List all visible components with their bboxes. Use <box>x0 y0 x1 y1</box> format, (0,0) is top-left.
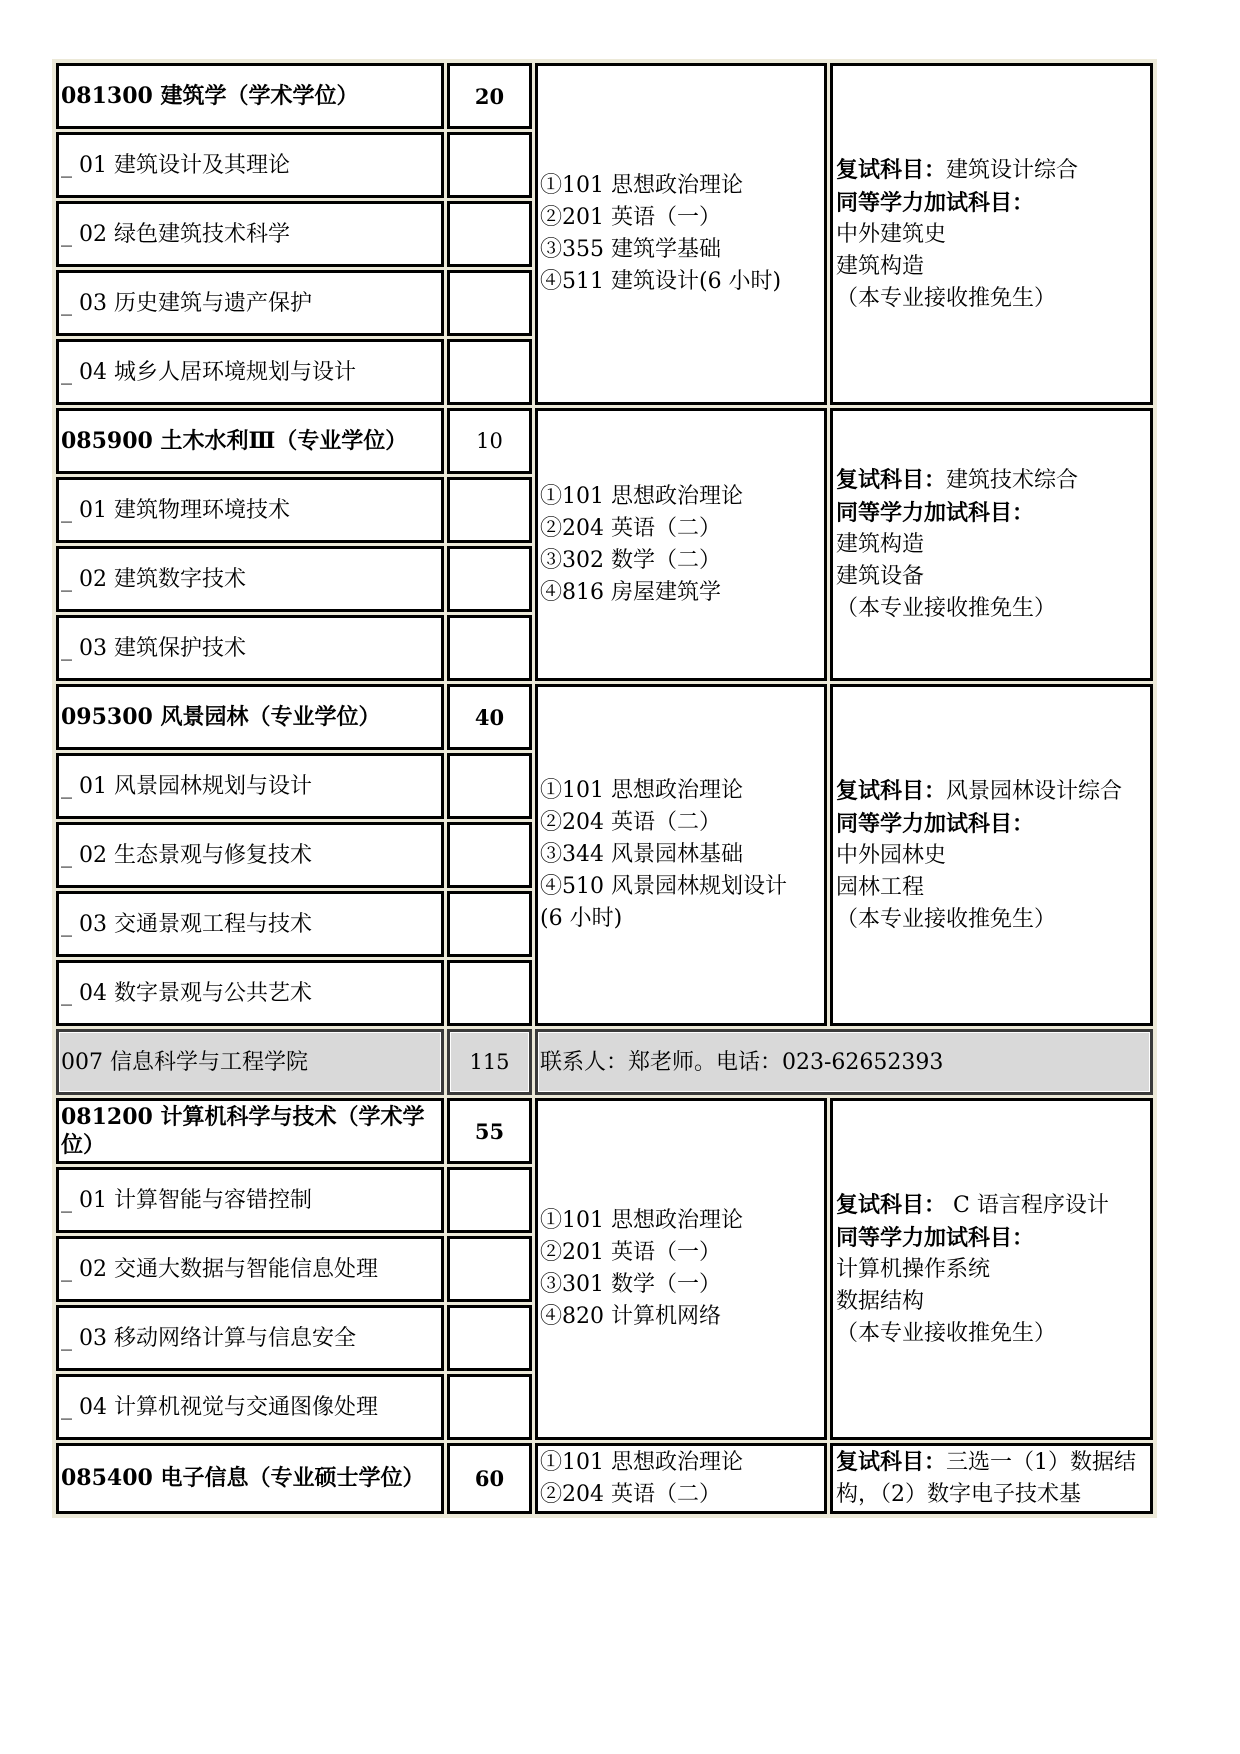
equiv-subject: 建筑构造 <box>836 253 925 279</box>
equiv-subject: 中外园林史 <box>836 842 947 868</box>
direction-name: _ 02 生态景观与修复技术 <box>56 822 444 888</box>
equiv-subject: 数据结构 <box>836 1288 925 1314</box>
direction-name: _ 03 历史建筑与遗产保护 <box>56 270 444 336</box>
exam-item: ③301 数学（一） <box>540 1272 721 1297</box>
major-row <box>56 1098 1153 1164</box>
exam-item: ①101 思想政治理论 <box>540 1449 743 1475</box>
exam-item: ①101 思想政治理论 <box>540 1208 743 1233</box>
retest-info <box>830 684 1153 1026</box>
exam-item: (6 小时) <box>540 906 623 931</box>
equiv-label: 同等学力加试科目： <box>836 810 1035 837</box>
exam-item: ①101 思想政治理论 <box>540 778 743 803</box>
note: （本专业接收推免生） <box>836 906 1057 932</box>
direction-name: _ 03 移动网络计算与信息安全 <box>56 1305 444 1371</box>
retest-label: 复试科目： <box>836 1191 947 1218</box>
exam-item: ②201 英语（一） <box>540 1240 721 1265</box>
quota: 20 <box>447 63 532 129</box>
retest-subject: 建筑设计综合 <box>946 157 1079 183</box>
college-name: 007 信息科学与工程学院 <box>56 1029 444 1095</box>
direction-name: _ 02 建筑数字技术 <box>56 546 444 612</box>
exam-subjects <box>535 1098 827 1440</box>
quota: 55 <box>447 1098 532 1164</box>
quota-empty <box>447 132 532 198</box>
equiv-subject: 计算机操作系统 <box>836 1256 991 1282</box>
major-name: 081200 计算机科学与技术（学术学位） <box>56 1098 444 1164</box>
direction-name: _ 02 绿色建筑技术科学 <box>56 201 444 267</box>
major-row <box>56 1443 1153 1514</box>
equiv-subject: 建筑设备 <box>836 564 925 589</box>
exam-item: ②204 英语（二） <box>540 810 721 835</box>
quota-empty <box>447 1305 532 1371</box>
major-row <box>56 63 1153 129</box>
quota: 60 <box>447 1443 532 1514</box>
exam-item: ③302 数学（二） <box>540 547 721 573</box>
direction-name: _ 01 计算智能与容错控制 <box>56 1167 444 1233</box>
direction-name: _ 04 数字景观与公共艺术 <box>56 960 444 1026</box>
quota-empty <box>447 201 532 267</box>
quota-empty <box>447 615 532 681</box>
admissions-table <box>52 59 1157 1518</box>
exam-item: ②201 英语（一） <box>540 205 721 230</box>
retest-subject: 建筑技术综合 <box>946 468 1079 493</box>
exam-item: ③344 风景园林基础 <box>540 842 743 867</box>
quota-empty <box>447 960 532 1026</box>
retest-subject: C 语言程序设计 <box>946 1192 1109 1218</box>
major-name: 085400 电子信息（专业硕士学位） <box>56 1443 444 1514</box>
major-row <box>56 684 1153 750</box>
exam-item: ③355 建筑学基础 <box>540 237 721 262</box>
equiv-label: 同等学力加试科目： <box>836 500 1035 526</box>
retest-subject: 风景园林设计综合 <box>946 778 1123 804</box>
retest-label: 复试科目： <box>836 777 947 804</box>
note: （本专业接收推免生） <box>836 596 1057 621</box>
quota-empty <box>447 546 532 612</box>
direction-name: _ 04 计算机视觉与交通图像处理 <box>56 1374 444 1440</box>
retest-label: 复试科目： <box>836 467 947 493</box>
retest-label: 复试科目： <box>836 156 947 183</box>
quota-empty <box>447 339 532 405</box>
equiv-subject: 中外建筑史 <box>836 221 947 247</box>
direction-name: _ 02 交通大数据与智能信息处理 <box>56 1236 444 1302</box>
equiv-label: 同等学力加试科目： <box>836 1224 1035 1251</box>
exam-item: ②204 英语（二） <box>540 515 721 541</box>
exam-item: ①101 思想政治理论 <box>540 483 743 509</box>
quota-empty <box>447 891 532 957</box>
exam-item: ①101 思想政治理论 <box>540 173 743 198</box>
exam-item: ④510 风景园林规划设计 <box>540 874 787 899</box>
exam-subjects <box>535 63 827 405</box>
college-quota: 115 <box>447 1029 532 1095</box>
major-name: 081300 建筑学（学术学位） <box>56 63 444 129</box>
retest-label: 复试科目： <box>836 1449 947 1475</box>
exam-item: ②204 英语（二） <box>540 1481 721 1507</box>
retest-info <box>830 63 1153 405</box>
direction-name: _ 01 建筑物理环境技术 <box>56 477 444 543</box>
equiv-subject: 园林工程 <box>836 874 925 900</box>
exam-item: ④816 房屋建筑学 <box>540 579 721 605</box>
quota: 40 <box>447 684 532 750</box>
equiv-subject: 建筑构造 <box>836 532 925 557</box>
direction-name: _ 03 建筑保护技术 <box>56 615 444 681</box>
retest-info <box>830 1098 1153 1440</box>
direction-name: _ 04 城乡人居环境规划与设计 <box>56 339 444 405</box>
quota-empty <box>447 1167 532 1233</box>
college-row <box>56 1029 1153 1095</box>
college-contact: 联系人：郑老师。电话：023-62652393 <box>535 1029 1153 1095</box>
direction-name: _ 01 建筑设计及其理论 <box>56 132 444 198</box>
exam-subjects <box>535 408 827 681</box>
quota: 10 <box>447 408 532 474</box>
quota-empty <box>447 1236 532 1302</box>
note: （本专业接收推免生） <box>836 285 1057 311</box>
quota-empty <box>447 477 532 543</box>
quota-empty <box>447 1374 532 1440</box>
exam-item: ④820 计算机网络 <box>540 1304 721 1329</box>
exam-subjects <box>535 684 827 1026</box>
exam-item: ④511 建筑设计(6 小时) <box>540 269 782 294</box>
retest-info <box>830 408 1153 681</box>
major-name: 085900 土木水利Ⅲ（专业学位） <box>56 408 444 474</box>
direction-name: _ 01 风景园林规划与设计 <box>56 753 444 819</box>
equiv-label: 同等学力加试科目： <box>836 189 1035 216</box>
quota-empty <box>447 753 532 819</box>
retest-info <box>830 1443 1153 1514</box>
exam-subjects <box>535 1443 827 1514</box>
retest-text: 三选一（1）数据结构，（2）数字电子技术基 <box>836 1450 1137 1507</box>
major-name: 095300 风景园林（专业学位） <box>56 684 444 750</box>
quota-empty <box>447 270 532 336</box>
note: （本专业接收推免生） <box>836 1320 1057 1346</box>
major-row <box>56 408 1153 474</box>
direction-name: _ 03 交通景观工程与技术 <box>56 891 444 957</box>
quota-empty <box>447 822 532 888</box>
